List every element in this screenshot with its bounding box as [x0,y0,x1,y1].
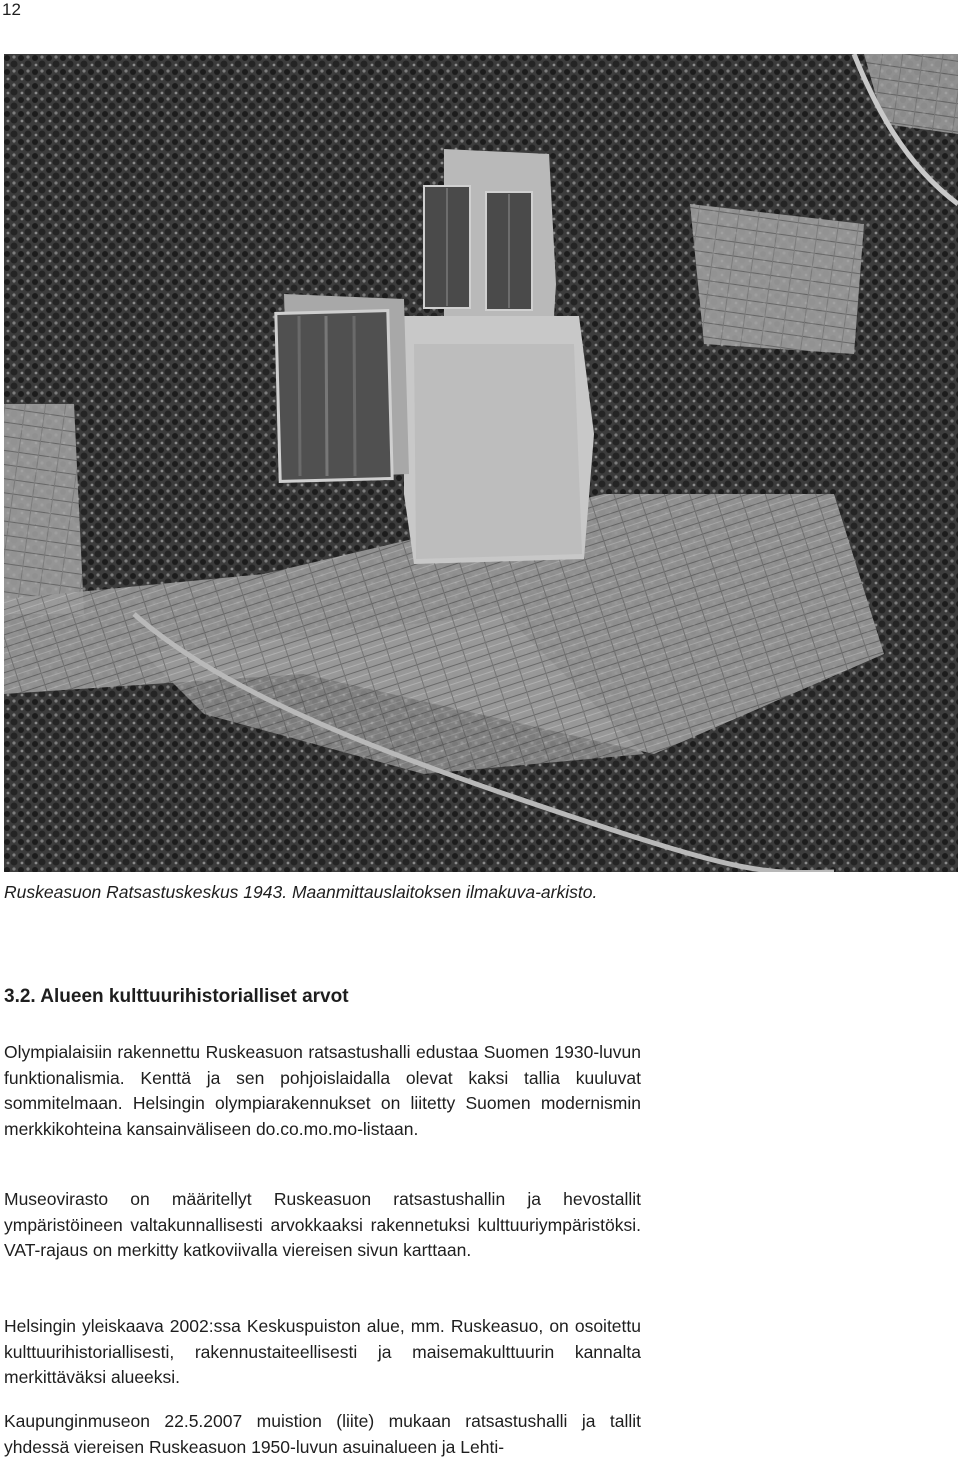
aerial-photo [4,54,958,872]
section-heading: 3.2. Alueen kulttuurihistorialliset arvot [4,986,349,1007]
paragraph-olympic-hall: Olympialaisiin rakennettu Ruskeasuon ratsastushalli edustaa Suomen 1930-luvun funktionalismia. Kenttä ja sen pohjoislaidalla olevat kaksi tallia kuuluvat sommitelmaan. Helsingin olympiarakennukset on liitetty Suomen modernismin merkkikohteina kansainväliseen do.co.mo.mo-listaan. [4,1042,641,1139]
paragraph-museovirasto: Museovirasto on määritellyt Ruskeasuon ratsastushallin ja hevostallit ympäristöineen valtakunnallisesti arvokkaaksi rakennetuksi kulttuuriympäristöksi. VAT-rajaus on merkitty katkoviivalla viereisen sivun karttaan. [4,1189,641,1260]
paragraph-kaupunginmuseo: Kaupunginmuseon 22.5.2007 muistion (liite) mukaan ratsastushalli ja tallit yhdessä viereisen Ruskeasuon 1950-luvun asuinalueen ja Lehti- [4,1411,641,1457]
photo-caption: Ruskeasuon Ratsastuskeskus 1943. Maanmittauslaitoksen ilmakuva-arkisto. [4,882,598,902]
paragraph-yleiskaava: Helsingin yleiskaava 2002:ssa Keskuspuiston alue, mm. Ruskeasuo, on osoitettu kulttuurihistoriallisesti, rakennustaiteellisesti ja maisemakulttuurin kannalta merkittäväksi alueeksi. [4,1316,641,1387]
page-number: 12 [2,0,21,19]
